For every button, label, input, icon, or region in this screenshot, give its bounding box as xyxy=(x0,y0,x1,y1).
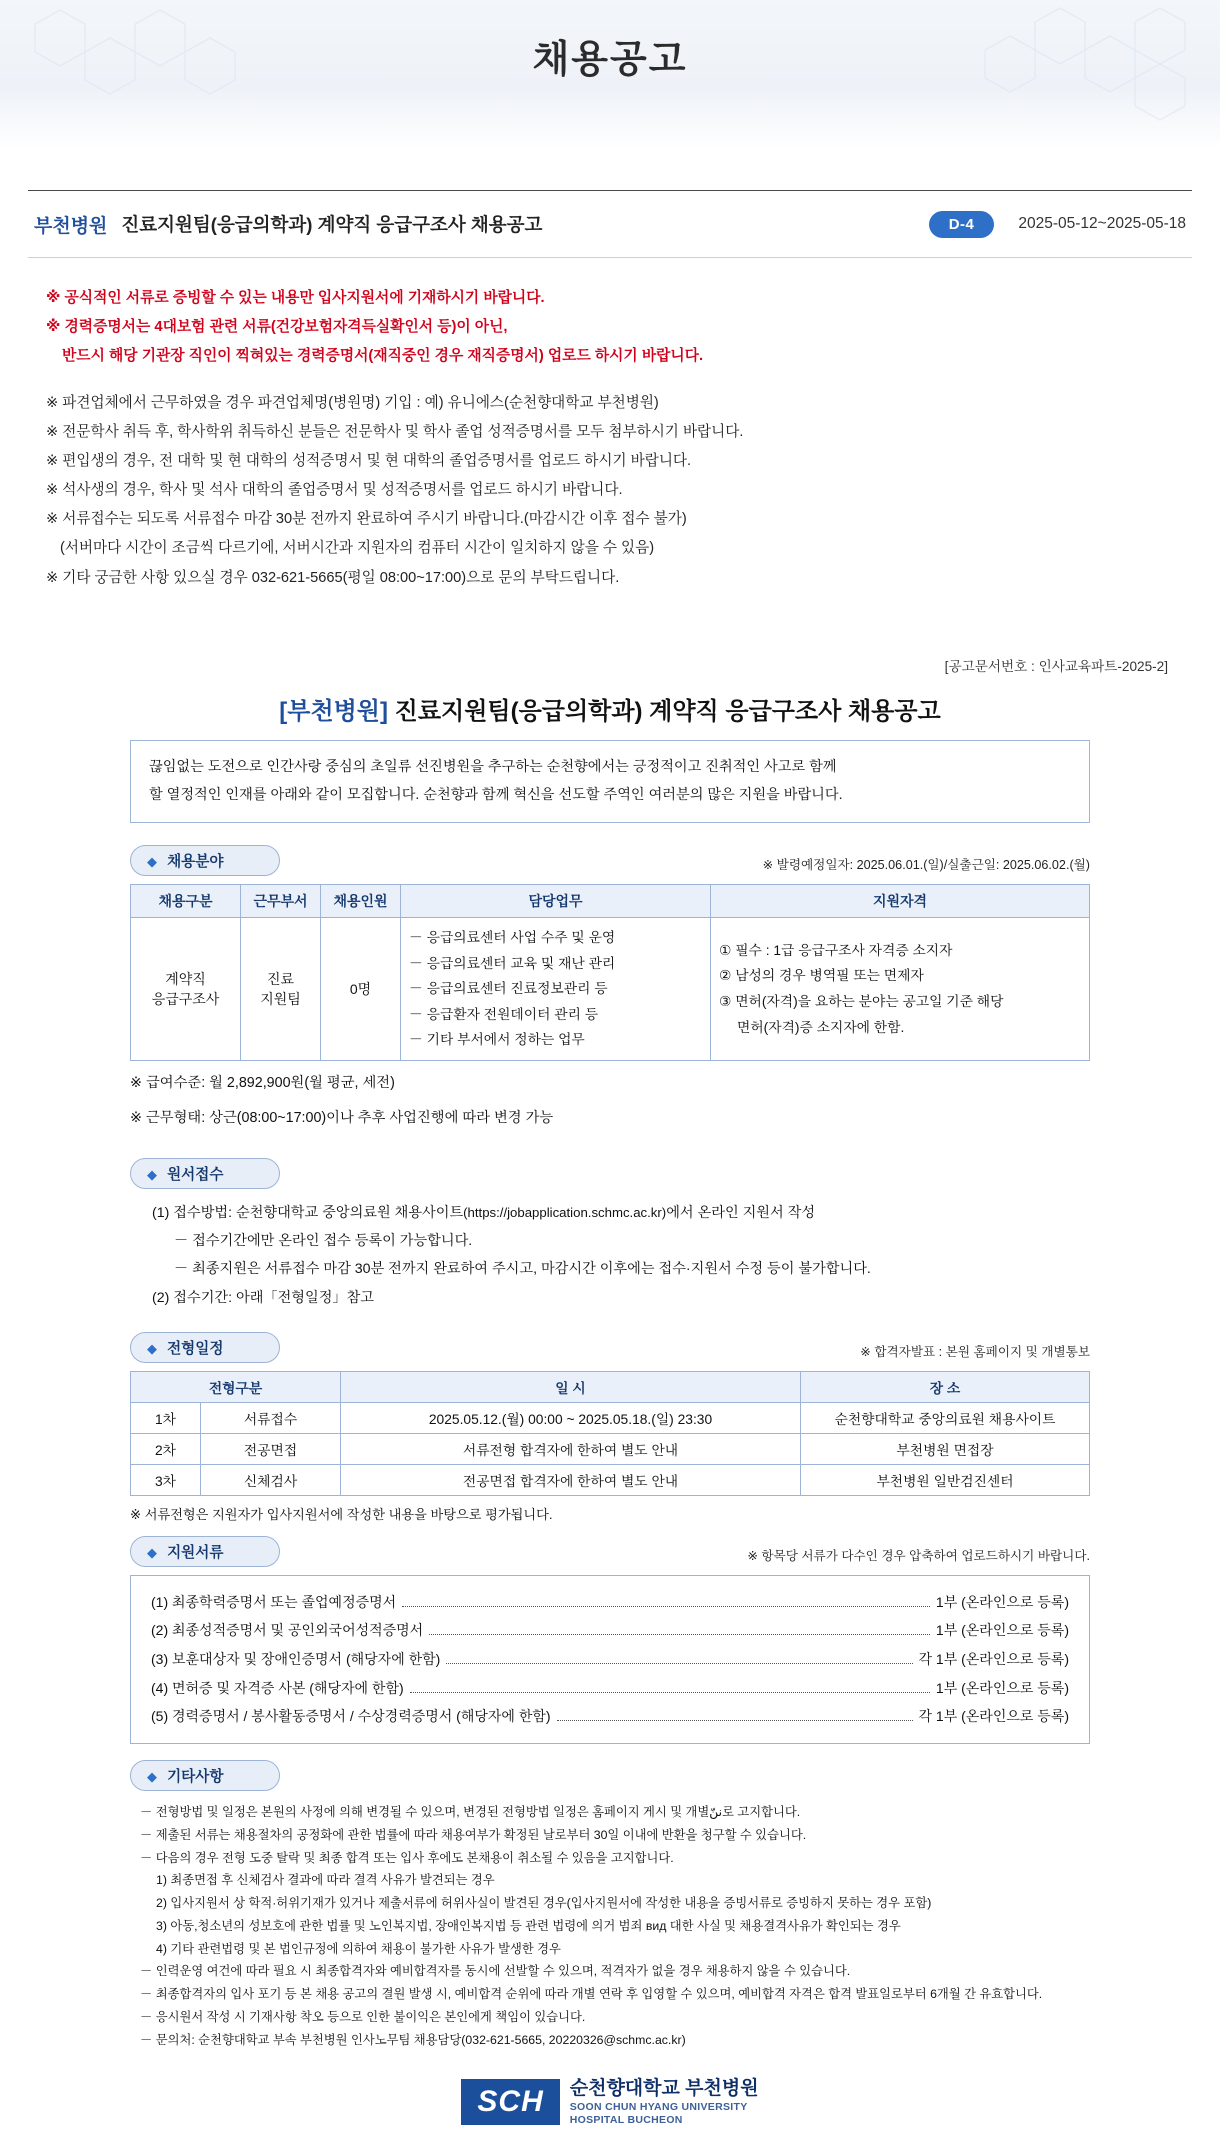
section-heading-schedule-label: 전형일정 xyxy=(167,1341,224,1358)
section-heading-etc xyxy=(130,1760,280,1791)
notice-subline: (서버마다 시간이 조금씩 다르기에, 서버시간과 지원자의 컴퓨터 시간이 일치하지 않을 수 있음) xyxy=(60,540,655,557)
etc-line: 2) 입사지원서 상 학적·허위기재가 있거나 제출서류에 허위사실이 발견된 경우(입사지원서에 작성한 내용을 증빙서류로 증빙하지 못하는 경우 포함) xyxy=(156,1896,932,1911)
salary-note: ※ 급여수준: 월 2,892,900원(월 평균, 세전) xyxy=(130,1074,395,1091)
table-row xyxy=(131,918,1090,1061)
etc-line: － 다음의 경우 전형 도중 탈락 및 최종 합격 또는 입사 후에도 본채용이 취소될 수 있음을 고지합니다. xyxy=(140,1850,674,1865)
cell-stage-no: 3차 xyxy=(131,1465,201,1496)
notice-red-3: 반드시 해당 기관장 직인이 찍혀있는 경력증명서(재직중인 경우 재직증명서) 업로드 하시기 바랍니다. xyxy=(62,347,704,364)
worktype-note: ※ 근무형태: 상근(08:00~17:00)이나 추후 사업진행에 따라 변경 가능 xyxy=(130,1110,554,1127)
document-qty: 각 1부 (온라인으로 등록) xyxy=(918,1708,1069,1725)
section-heading-recruit xyxy=(130,845,280,876)
notice-line-1: ※ 전문학사 취득 후, 학사학위 취득하신 분들은 전문학사 및 학사 졸업 성적증명서를 모두 첨부하시기 바랍니다. xyxy=(46,423,744,440)
apply-line-1 xyxy=(152,1199,1090,1227)
job-title: 진료지원팀(응급의학과) 계약직 응급구조사 채용공고 xyxy=(121,214,543,235)
document-qty: 각 1부 (온라인으로 등록) xyxy=(918,1651,1069,1668)
schedule-footnote: ※ 서류전형은 지원자가 입사지원서에 작성한 내용을 바탕으로 평가됩니다. xyxy=(130,1507,553,1523)
etc-line: － 인력운영 여건에 따라 필요 시 최종합격자와 예비합격자를 동시에 선발할 수 있으며, 적격자가 없을 경우 채용하지 않을 수 있습니다. xyxy=(140,1964,851,1979)
etc-line: － 전형방법 및 일정은 본원의 사정에 의해 변경될 수 있으며, 변경된 전형방법 일정은 홈페이지 게시 및 개별ننّ로 고지합니다. xyxy=(140,1805,801,1820)
required-documents-box xyxy=(130,1575,1090,1744)
th-duties: 담당업무 xyxy=(401,885,711,918)
diamond-icon: ◆ xyxy=(147,1769,157,1785)
th-quals: 지원자격 xyxy=(711,885,1090,918)
diamond-icon: ◆ xyxy=(147,1544,157,1560)
qual-item: 면허(자격)증 소지자에 한함. xyxy=(737,1019,905,1035)
cell-type-line1: 계약직 xyxy=(165,971,206,987)
cell-stage-no: 1차 xyxy=(131,1403,201,1434)
th-stage: 전형구분 xyxy=(131,1372,341,1403)
cell-stage-name: 서류접수 xyxy=(201,1403,341,1434)
th-type: 채용구분 xyxy=(131,885,241,918)
section-etc-header xyxy=(130,1760,1090,1791)
dot-leader xyxy=(429,1634,930,1635)
apply-line-1b: 에서 온라인 지원서 작성 xyxy=(666,1204,816,1221)
schedule-note: ※ 합격자발표 : 본원 홈페이지 및 개별통보 xyxy=(860,1345,1090,1360)
th-dept: 근무부서 xyxy=(241,885,321,918)
cell-place: 부천병원 일반검진센터 xyxy=(801,1465,1090,1496)
footer-name-kr: 순천향대학교 부천병원 xyxy=(569,2078,759,2100)
sch-logo-mark: SCH xyxy=(461,2079,559,2125)
document-title xyxy=(0,691,1220,726)
table-row xyxy=(131,1465,1090,1496)
etc-body xyxy=(130,1801,1090,2051)
duty-item: － 응급의료센터 사업 수주 및 운영 xyxy=(409,930,616,946)
docs-note: ※ 항목당 서류가 다수인 경우 압축하여 업로드하시기 바랍니다. xyxy=(747,1548,1090,1563)
document-label: (3) 보훈대상자 및 장애인증명서 (해당자에 한함) xyxy=(151,1651,441,1668)
duty-item: － 응급의료센터 교육 및 재난 관리 xyxy=(409,955,616,971)
notice-last-line: ※ 기타 궁금한 사항 있으실 경우 032-621-5665(평일 08:00~17:00)으로 문의 부탁드립니다. xyxy=(46,569,620,586)
notice-red-2: ※ 경력증명서는 4대보험 관련 서류(건강보험자격득실확인서 등)이 아닌, xyxy=(46,318,508,335)
notice-line-0: ※ 파견업체에서 근무하였을 경우 파견업체명(병원명) 기입 : 예) 유니에스(순천향대학교 부천병원) xyxy=(46,394,659,411)
notice-line-2: ※ 편입생의 경우, 전 대학 및 현 대학의 성적증명서 및 현 대학의 졸업증명서를 업로드 하시기 바랍니다. xyxy=(46,452,692,469)
intro-line-1: 끊임없는 도전으로 인간사랑 중심의 초일류 선진병원을 추구하는 순천향에서는 긍정적이고 진취적인 사고로 함께 xyxy=(149,758,837,775)
application-period: 2025-05-12~2025-05-18 xyxy=(1018,215,1186,232)
document-item xyxy=(151,1702,1069,1731)
apply-line-2: － 접수기간에만 온라인 접수 등록이 가능합니다. xyxy=(174,1233,473,1250)
notice-block xyxy=(0,258,1220,593)
dot-leader xyxy=(557,1720,913,1721)
apply-body xyxy=(130,1199,1090,1313)
section-heading-apply xyxy=(130,1158,280,1189)
intro-box xyxy=(130,740,1090,823)
document-qty: 1부 (온라인으로 등록) xyxy=(935,1593,1069,1610)
dot-leader xyxy=(410,1692,930,1693)
qual-item: ① 필수 : 1급 응급구조사 자격증 소지자 xyxy=(719,942,953,958)
recruit-note: ※ 발령예정일자: 2025.06.01.(일)/실출근일: 2025.06.02.(월) xyxy=(762,858,1090,873)
etc-line: 4) 기타 관련법령 및 본 법인규정에 의하여 채용이 불가한 사유가 발생한 경우 xyxy=(156,1941,561,1956)
document-number: [공고문서번호 : 인사교육파트-2025-2] xyxy=(944,658,1168,674)
table-row xyxy=(131,1403,1090,1434)
notice-line-4: ※ 서류접수는 되도록 서류접수 마감 30분 전까지 완료하여 주시기 바랍니다.(마감시간 이후 접수 불가) xyxy=(46,511,687,528)
notice-red-1: ※ 공식적인 서류로 증빙할 수 있는 내용만 입사지원서에 기재하시기 바랍니다. xyxy=(46,290,545,306)
section-apply-header xyxy=(130,1158,1090,1189)
cell-stage-name: 전공면접 xyxy=(201,1434,341,1465)
cell-stage-name: 신체검사 xyxy=(201,1465,341,1496)
document-item xyxy=(151,1645,1069,1674)
document-label: (2) 최종성적증명서 및 공인외국어성적증명서 xyxy=(151,1622,424,1639)
schedule-table xyxy=(130,1371,1090,1496)
duty-item: － 응급환자 전원데이터 관리 등 xyxy=(409,1006,599,1022)
apply-line-4: (2) 접수기간: 아래「전형일정」참고 xyxy=(152,1289,375,1306)
recruit-table xyxy=(130,884,1090,1061)
cell-count: 0명 xyxy=(321,918,401,1061)
section-heading-etc-label: 기타사항 xyxy=(167,1769,224,1786)
cell-quals xyxy=(711,918,1090,1061)
job-titlebar xyxy=(28,190,1192,258)
dot-leader xyxy=(446,1663,912,1664)
section-heading-recruit-label: 채용분야 xyxy=(167,854,224,871)
document-label: (1) 최종학력증명서 또는 졸업예정증명서 xyxy=(151,1593,397,1610)
apply-url[interactable]: (https://jobapplication.schmc.ac.kr) xyxy=(463,1204,667,1220)
etc-line: － 최종합격자의 입사 포기 등 본 채용 공고의 결원 발생 시, 예비합격 순위에 따라 개별 연락 후 입영할 수 있으며, 예비합격 자격은 합격 발표일로부터 6개월 간 유효합니다. xyxy=(140,1987,1043,2002)
footer-name-en1: SOON CHUN HYANG UNIVERSITY xyxy=(569,2100,748,2113)
intro-line-2: 할 열정적인 인재를 아래와 같이 모집합니다. 순천향과 함께 혁신을 선도할 주역인 여러분의 많은 지원을 바랍니다. xyxy=(149,786,843,803)
cell-datetime: 서류전형 합격자에 한하여 별도 안내 xyxy=(341,1434,801,1465)
hospital-name: 부천병원 xyxy=(34,215,108,237)
etc-line: － 응시원서 작성 시 기재사항 착오 등으로 인한 불이익은 본인에게 책임이 있습니다. xyxy=(140,2009,586,2024)
page-title: 채용공고 xyxy=(532,39,688,81)
th-count: 채용인원 xyxy=(321,885,401,918)
document-label: (5) 경력증명서 / 봉사활동증명서 / 수상경력증명서 (해당자에 한함) xyxy=(151,1708,551,1725)
qual-item: ② 남성의 경우 병역필 또는 면제자 xyxy=(719,968,924,984)
etc-line: 1) 최종면접 후 신체검사 결과에 따라 결격 사유가 발견되는 경우 xyxy=(156,1873,495,1888)
table-row xyxy=(131,1434,1090,1465)
cell-dept-line2: 지원팀 xyxy=(260,991,301,1007)
footer-hospital-name xyxy=(570,2077,759,2127)
document-qty: 1부 (온라인으로 등록) xyxy=(935,1679,1069,1696)
document-title-hospital: [부천병원] xyxy=(279,697,388,725)
dot-leader xyxy=(402,1606,930,1607)
footer-logo xyxy=(0,2077,1220,2127)
apply-line-1a: (1) 접수방법: 순천향대학교 중앙의료원 채용사이트 xyxy=(152,1204,464,1221)
cell-type-line2: 응급구조사 xyxy=(151,991,220,1007)
section-heading-docs xyxy=(130,1536,280,1567)
table-header-row xyxy=(131,1372,1090,1403)
table-header-row xyxy=(131,885,1090,918)
cell-place: 부천병원 면접장 xyxy=(801,1434,1090,1465)
section-heading-apply-label: 원서접수 xyxy=(167,1166,224,1183)
diamond-icon: ◆ xyxy=(147,1166,157,1182)
cell-type xyxy=(131,918,241,1061)
cell-stage-no: 2차 xyxy=(131,1434,201,1465)
footer-name-en2: HOSPITAL BUCHEON xyxy=(569,2114,683,2127)
document-qty: 1부 (온라인으로 등록) xyxy=(935,1622,1069,1639)
page-banner xyxy=(0,0,1220,148)
duty-item: － 기타 부서에서 정하는 업무 xyxy=(409,1032,585,1048)
etc-line: 3) 아동,청소년의 성보호에 관한 법률 및 노인복지법, 장애인복지법 등 관련 법령에 의거 범죄 вид 대한 사실 및 채용결격사유가 확인되는 경우 xyxy=(156,1918,901,1933)
section-heading-docs-label: 지원서류 xyxy=(167,1544,224,1561)
cell-datetime: 2025.05.12.(월) 00:00 ~ 2025.05.18.(일) 23:30 xyxy=(341,1403,801,1434)
dday-badge: D-4 xyxy=(929,211,995,238)
etc-line: － 문의처: 순천향대학교 부속 부천병원 인사노무팀 채용담당(032-621-5665, 20220326@schmc.ac.kr) xyxy=(140,2032,686,2047)
th-place: 장 소 xyxy=(801,1372,1090,1403)
section-docs-header xyxy=(130,1536,1090,1567)
qual-item: ③ 면허(자격)을 요하는 분야는 공고일 기준 해당 xyxy=(719,994,1004,1009)
cell-datetime: 전공면접 합격자에 한하여 별도 안내 xyxy=(341,1465,801,1496)
diamond-icon: ◆ xyxy=(147,854,157,870)
titlebar-wrap xyxy=(0,190,1220,258)
document-title-rest: 진료지원팀(응급의학과) 계약직 응급구조사 채용공고 xyxy=(394,697,941,725)
th-datetime: 일 시 xyxy=(341,1372,801,1403)
cell-dept xyxy=(241,918,321,1061)
diamond-icon: ◆ xyxy=(147,1341,157,1357)
document-item xyxy=(151,1588,1069,1617)
document-item xyxy=(151,1674,1069,1703)
section-recruit-header xyxy=(130,845,1090,876)
apply-line-3: － 최종지원은 서류접수 마감 30분 전까지 완료하여 주시고, 마감시간 이후에는 접수·지원서 수정 등이 불가합니다. xyxy=(174,1261,871,1278)
cell-dept-line1: 진료 xyxy=(266,971,295,987)
notice-line-3: ※ 석사생의 경우, 학사 및 석사 대학의 졸업증명서 및 성적증명서를 업로드 하시기 바랍니다. xyxy=(46,482,623,499)
cell-duties xyxy=(401,918,711,1061)
section-heading-schedule xyxy=(130,1332,280,1363)
cell-place: 순천향대학교 중앙의료원 채용사이트 xyxy=(801,1403,1090,1434)
section-schedule-header xyxy=(130,1332,1090,1363)
duty-item: － 응급의료센터 진료정보관리 등 xyxy=(409,981,608,997)
document-label: (4) 면허증 및 자격증 사본 (해당자에 한함) xyxy=(151,1679,404,1696)
etc-line: － 제출된 서류는 채용절차의 공정화에 관한 법률에 따라 채용여부가 확정된 날로부터 30일 이내에 반환을 청구할 수 있습니다. xyxy=(140,1827,807,1842)
document-item xyxy=(151,1616,1069,1645)
